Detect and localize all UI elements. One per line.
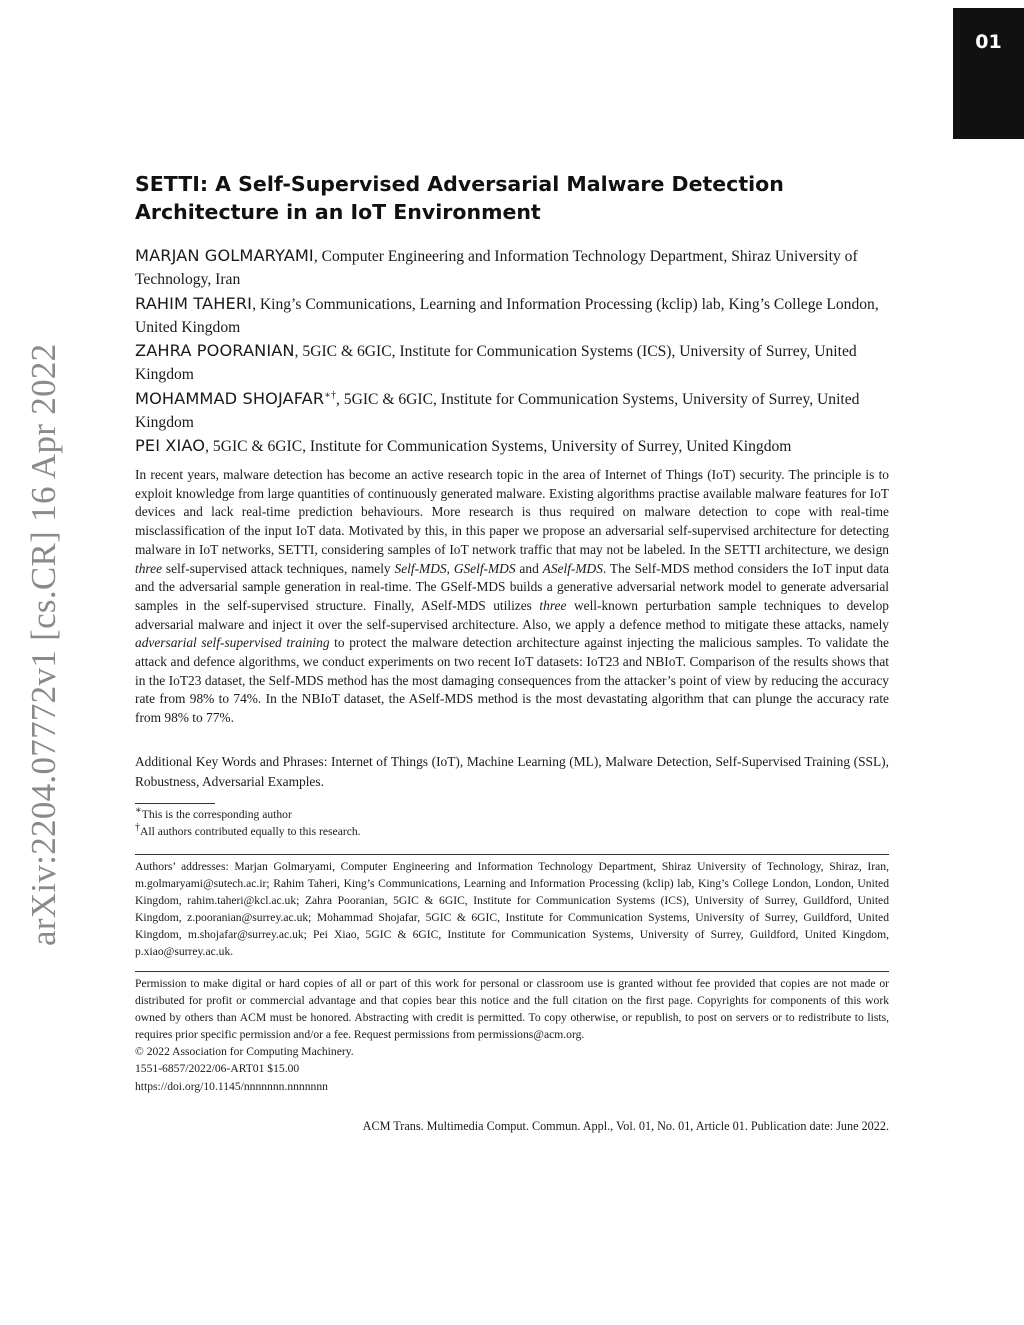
permission-notice: Permission to make digital or hard copies of all or part of this work for personal or classroom use is granted without fee provided that copies are not made or distributed for profit or commercial advantage and that copies bear this notice and the full citation on the first page. Copyrights for components of this work owned by others than ACM must be honored. Abstracting with credit is permitted. To copy otherwise, or republish, to post on servers or to redistribute to lists, requires prior specific permission and/or a fee. Request permissions from permissions@acm.org. [135, 977, 889, 1042]
paper-title [135, 170, 889, 226]
author-name: MARJAN GOLMARYAMI [135, 246, 314, 265]
footnote [135, 821, 889, 841]
arxiv-stamp: arXiv:2204.07772v1 [cs.CR] 16 Apr 2022 [24, 343, 63, 946]
divider [135, 854, 889, 855]
publication-line: ACM Trans. Multimedia Comput. Commun. Appl., Vol. 01, No. 01, Article 01. Publication date: June 2022. [362, 1119, 889, 1133]
page-number: 01 [975, 30, 1002, 53]
abstract-emphasis: GSelf-MDS [453, 560, 516, 576]
abstract-emphasis: adversarial self-supervised training [135, 635, 330, 651]
author-name: RAHIM TAHERI [135, 293, 253, 313]
copyright-line: © 2022 Association for Computing Machinery. [135, 1045, 354, 1059]
author-name: ZAHRA POORANIAN [135, 341, 295, 361]
abstract-text: self-supervised attack techniques, namely [162, 560, 395, 576]
footnote-mark: ∗ [135, 805, 142, 817]
author-entry: MOHAMMAD SHOJAFAR∗†, 5GIC & 6GIC, Institute for Communication Systems, University of Surrey, United Kingdom [135, 388, 860, 432]
divider [135, 971, 889, 972]
author-name: PEI XIAO [135, 436, 206, 456]
permission-block [135, 975, 889, 1095]
doi-link[interactable]: https://doi.org/10.1145/nnnnnnn.nnnnnnn [135, 1079, 328, 1093]
footnote-text: This is the corresponding author [141, 808, 292, 821]
abstract-text: In recent years, malware detection has become an active research topic in the area of Internet of Things (IoT) security. The principle is to exploit knowledge from large quantities of continuously generated malware. Existing algorithms practise available malware features for IoT devices and lack real-time prediction behaviours. More research is thus required on malware detection to cope with real-time misclassification of the input IoT data. Motivated by this, in this paper we propose an adversarial self-supervised architecture for detecting malware in IoT networks, SETTI, considering samples of IoT network traffic that may not be labeled. In the SETTI architecture, we design [135, 467, 889, 557]
author-entry: ZAHRA POORANIAN, 5GIC & 6GIC, Institute for Communication Systems (ICS), University of Surrey, United Kingdom [135, 341, 857, 384]
authors-addresses: Authors’ addresses: Marjan Golmaryami, Computer Engineering and Information Technology Department, Shiraz University of Technology, Shiraz, Iran, m.golmaryami@sutech.ac.ir; Rahim Taheri, King’s Communications, Learning and Information Processing (kclip) lab, King’s College London, London, United Kingdom, rahim.taheri@kcl.ac.uk; Zahra Pooranian, 5GIC & 6GIC, Institute for Communication Systems (ICS), University of Surrey, Guildford, United Kingdom, z.pooranian@surrey.ac.uk; Mohammad Shojafar, 5GIC & 6GIC, Institute for Communication Systems, University of Surrey, Guildford, United Kingdom, m.shojafar@surrey.ac.uk; Pei Xiao, 5GIC & 6GIC, Institute for Communication Systems, University of Surrey, Guildford, United Kingdom, p.xiao@surrey.ac.uk. [135, 860, 889, 959]
footnote [135, 807, 889, 824]
keywords: Additional Key Words and Phrases: Internet of Things (IoT), Machine Learning (ML), Malware Detection, Self-Supervised Training (SSL), Robustness, Adversarial Examples. [135, 754, 889, 789]
title-line: SETTI: A Self-Supervised Adversarial Malware Detection [135, 172, 784, 196]
abstract [135, 466, 889, 728]
footnote-rule [135, 803, 215, 804]
abstract-text: . The Self-MDS method considers the IoT input data and the adversarial sample generation in real-time. The GSelf-MDS builds a generative adversarial network model to generate adversarial samples in the self-supervised structure. Finally, ASelf-MDS utilizes [135, 560, 889, 613]
author-affiliation: Computer Engineering and Information Technology Department, Shiraz University of Technology, Iran [135, 248, 858, 289]
abstract-emphasis: three [539, 597, 567, 613]
abstract-emphasis: Self-MDS [394, 560, 447, 576]
author-entry: RAHIM TAHERI, King’s Communications, Learning and Information Processing (kclip) lab, King’s College London, United Kingdom [135, 293, 879, 336]
page-number-tab [953, 8, 1024, 139]
author-affiliation: 5GIC & 6GIC, Institute for Communication Systems (ICS), University of Surrey, United Kingdom [135, 343, 857, 384]
footnote-mark: † [135, 821, 140, 833]
author-affiliation: 5GIC & 6GIC, Institute for Communication Systems, University of Surrey, United Kingdom [135, 390, 860, 432]
abstract-text: , [446, 560, 454, 576]
author-entry: PEI XIAO, 5GIC & 6GIC, Institute for Communication Systems, University of Surrey, United Kingdom [135, 436, 792, 456]
abstract-text: well-known perturbation sample techniques to develop adversarial malware and inject it over the self-supervised architecture. Also, we apply a defence method to mitigate these attacks, namely [135, 597, 889, 632]
abstract-emphasis: three [135, 560, 163, 576]
issn-line: 1551-6857/2022/06-ART01 $15.00 [135, 1062, 300, 1076]
author-mark: ∗† [324, 389, 336, 401]
abstract-paragraph [135, 466, 889, 728]
author-affiliation: 5GIC & 6GIC, Institute for Communication Systems, University of Surrey, United Kingdom [212, 438, 792, 456]
footnote-text: All authors contributed equally to this research. [140, 824, 361, 838]
footnotes [135, 807, 889, 840]
title-line: Architecture in an IoT Environment [135, 200, 541, 224]
author-list [135, 244, 889, 459]
abstract-emphasis: ASelf-MDS [542, 560, 603, 576]
author-affiliation: King’s Communications, Learning and Information Processing (kclip) lab, King’s College London, United Kingdom [135, 295, 879, 336]
author-name: MOHAMMAD SHOJAFAR [135, 388, 325, 408]
author-entry: MARJAN GOLMARYAMI, Computer Engineering and Information Technology Department, Shiraz University of Technology, Iran [135, 246, 858, 289]
abstract-text: and [515, 560, 543, 576]
abstract-text: to protect the malware detection architecture against injecting the malicious samples. To validate the attack and defence algorithms, we conduct experiments on two recent IoT datasets: IoT23 and NBIoT. Comparison of the results shows that in the IoT23 dataset, the Self-MDS method has the most damaging consequences from the attacker’s point of view by reducing the accuracy rate from 98% to 74%. In the NBIoT dataset, the ASelf-MDS method is the most devastating algorithm that can plunge the accuracy rate from 98% to 77%. [135, 635, 889, 726]
